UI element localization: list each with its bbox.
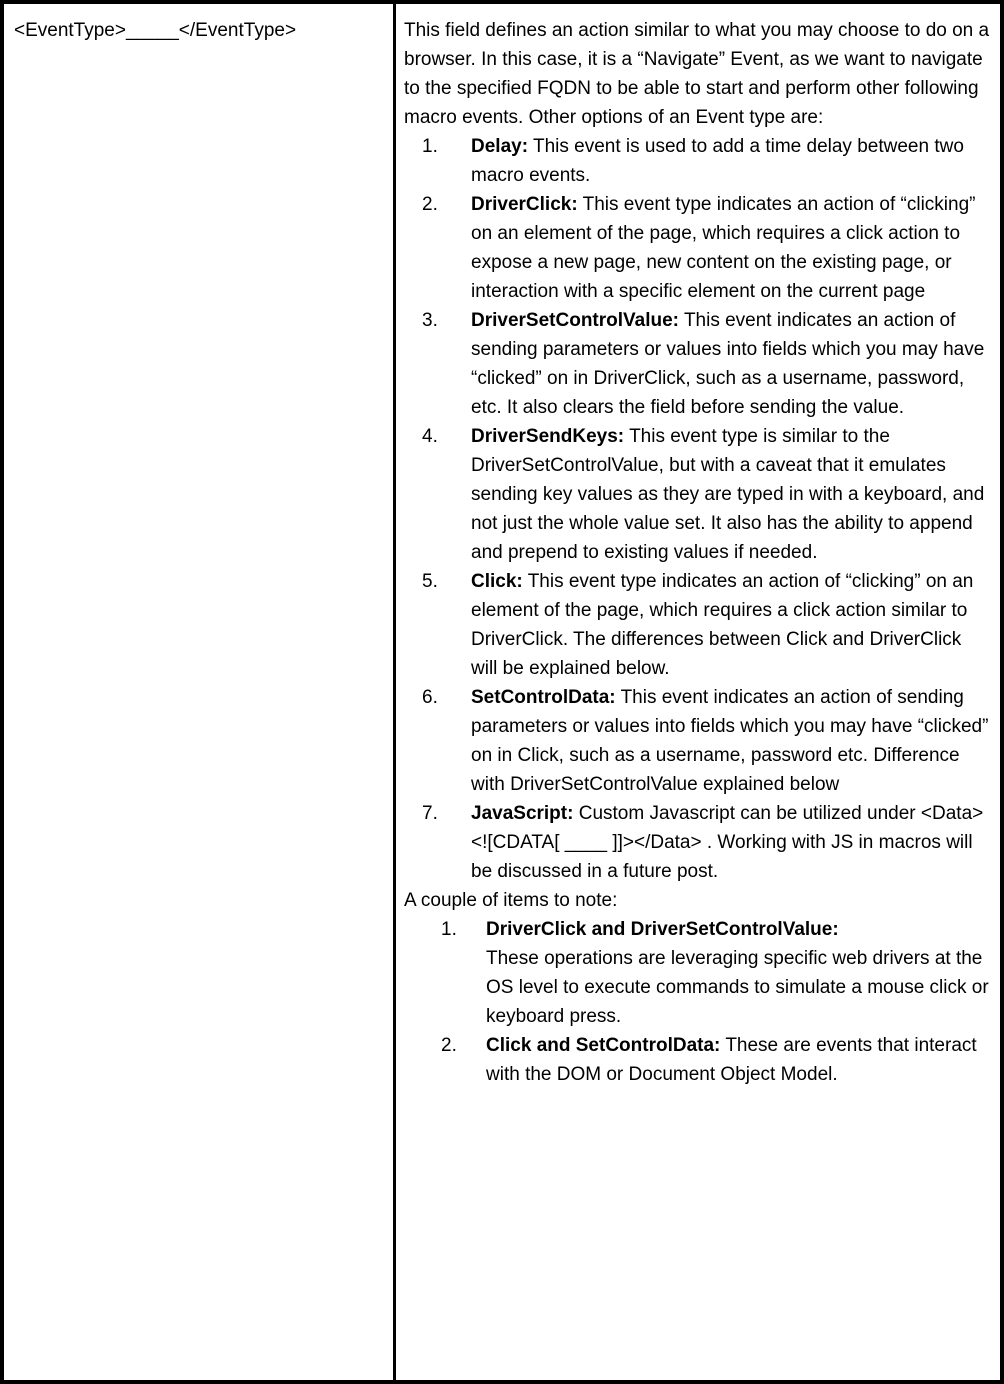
list-item	[404, 683, 992, 799]
list-item	[404, 799, 992, 886]
description-cell	[396, 4, 1000, 1380]
list-item-label: SetControlData:	[471, 687, 616, 708]
list-item-body	[471, 567, 992, 683]
list-item-number: 4.	[422, 426, 438, 447]
list-item-body	[471, 190, 992, 306]
event-type-cell	[4, 4, 393, 1380]
list-item-number: 1.	[422, 136, 438, 157]
list-item-text: This event type is similar to the DriverSetControlValue, but with a caveat that it emulates sending key values as they are typed in with a keyboard, and not just the whole value set. It also has the ability to append and prepend to existing values if needed.	[471, 426, 985, 563]
list-item-number: 3.	[422, 310, 438, 331]
list-item-text: These are events that interact with the DOM or Document Object Model.	[486, 1035, 977, 1085]
list-item	[404, 915, 992, 1031]
list-item	[404, 306, 992, 422]
list-item-body	[471, 132, 992, 190]
list-item	[404, 1031, 992, 1089]
list-item-label: JavaScript:	[471, 803, 574, 824]
list-item-number: 2.	[422, 194, 438, 215]
list-item-number: 7.	[422, 803, 438, 824]
list-item-label: Delay:	[471, 136, 529, 157]
list-item-label: DriverSetControlValue:	[471, 310, 679, 331]
list-item	[404, 422, 992, 567]
list-item-body	[486, 1031, 992, 1089]
list-item-text: These operations are leveraging specific web drivers at the OS level to execute commands to simulate a mouse click or keyboard press.	[486, 948, 989, 1027]
list-item-text: This event indicates an action of sending parameters or values into fields which you may have “clicked” on in DriverClick, such as a username, password, etc. It also clears the field before sending the value.	[471, 310, 985, 418]
list-item-number: 1.	[441, 919, 457, 940]
notes-list	[404, 915, 992, 1089]
list-item-number: 2.	[441, 1035, 457, 1056]
list-item	[404, 132, 992, 190]
list-item-text: This event type indicates an action of “clicking” on an element of the page, which requires a click action to expose a new page, new content on the existing page, or interaction with a specific element on the current page	[471, 194, 976, 302]
list-item-body	[486, 915, 992, 1031]
intro-paragraph: This field defines an action similar to what you may choose to do on a browser. In this case, it is a “Navigate” Event, as we want to navigate to the specified FQDN to be able to start and perform other following macro events. Other options of an Event type are:	[404, 20, 990, 128]
list-item	[404, 190, 992, 306]
list-item-text: This event indicates an action of sending parameters or values into fields which you may have “clicked” on in Click, such as a username, password etc. Difference with DriverSetControlValue explained below	[471, 687, 989, 795]
list-item-body	[471, 306, 992, 422]
list-item-label: Click and SetControlData:	[486, 1035, 721, 1056]
list-item-label: DriverClick:	[471, 194, 578, 215]
list-item-body	[471, 683, 992, 799]
list-item-body	[471, 422, 992, 567]
notes-intro: A couple of items to note:	[404, 890, 618, 911]
list-item-body	[471, 799, 992, 886]
list-item-number: 5.	[422, 571, 438, 592]
list-item-label: DriverSendKeys:	[471, 426, 625, 447]
list-item-text: Custom Javascript can be utilized under <Data><![CDATA[ ____ ]]></Data> . Working with JS in macros will be discussed in a future post.	[471, 803, 984, 882]
event-type-list	[404, 132, 992, 886]
list-item-text: This event is used to add a time delay between two macro events.	[471, 136, 964, 186]
list-item	[404, 567, 992, 683]
event-type-tag: <EventType>_____</EventType>	[14, 20, 297, 41]
list-item-label: Click:	[471, 571, 523, 592]
list-item-text: This event type indicates an action of “clicking” on an element of the page, which requires a click action similar to DriverClick. The differences between Click and DriverClick will be explained below.	[471, 571, 974, 679]
list-item-label: DriverClick and DriverSetControlValue:	[486, 919, 839, 940]
list-item-number: 6.	[422, 687, 438, 708]
